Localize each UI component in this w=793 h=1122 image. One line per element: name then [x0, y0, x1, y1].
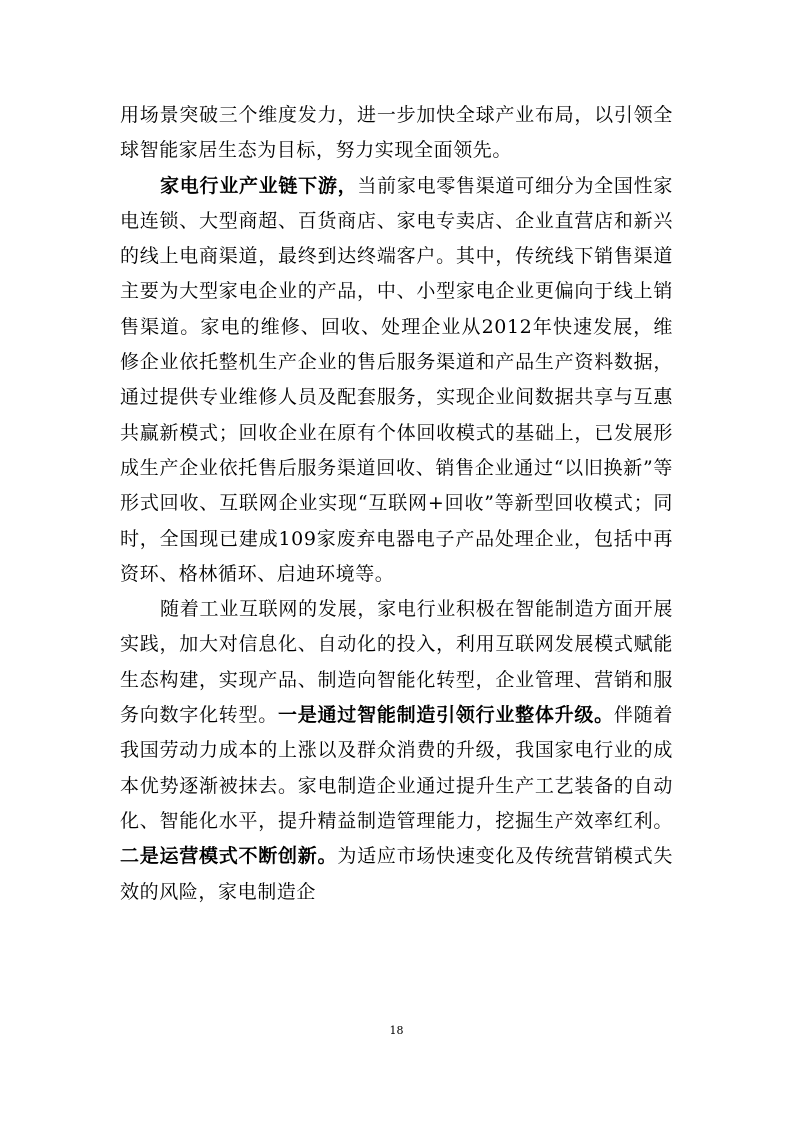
- bold-point-one: 一是通过智能制造引领行业整体升级。: [278, 704, 614, 727]
- text-segment: 当前家电零售渠道可细分为全国性家电连锁、大型商超、百货商店、家电专卖店、企业直营店和新兴的线上电商渠道，最终到达终端客户。其中，传统线下销售渠道主要为大型家电企业的产品，中、小型家电企业更偏向于线上销售渠道。家电的维修、回收、处理企业从2012年快速发展，维修企业依托整机生产企业的售后服务渠道和产品生产资料数据，通过提供专业维修人员及配套服务，实现企业间数据共享与互惠共赢新模式；回收企业在原有个体回收模式的基础上，已发展形成生产企业依托售后服务渠道回收、销售企业通过“以旧换新”等形式回收、互联网企业实现“互联网+回收”等新型回收模式；同时，全国现已建成109家废弃电器电子产品处理企业，包括中再资环、格林循环、启迪环境等。: [120, 174, 673, 585]
- paragraph-continuation: [120, 98, 673, 169]
- text-segment: 为适应市场快速变化及传统营销模式失效的风险，家电制造企: [120, 845, 673, 903]
- text-segment: 用场景突破三个维度发力，进一步加快全球产业布局，以引领全球智能家居生态为目标，努力实现全面领先。: [120, 104, 673, 162]
- body-text: [120, 98, 673, 910]
- text-segment: 随着工业互联网的发展，家电行业积极在智能制造方面开展实践，加大对信息化、自动化的投入，利用互联网发展模式赋能生态构建，实现产品、制造向智能化转型，企业管理、营销和服务向数字化转型。: [120, 598, 673, 727]
- bold-point-two: 二是运营模式不断创新。: [120, 845, 338, 868]
- text-segment: 伴随着我国劳动力成本的上涨以及群众消费的升级，我国家电行业的成本优势逐渐被抹去。家电制造企业通过提升生产工艺装备的自动化、智能化水平，提升精益制造管理能力，挖掘生产效率红利。: [120, 704, 673, 832]
- paragraph-downstream-industry: [120, 169, 673, 593]
- page-number: 18: [389, 1024, 404, 1037]
- paragraph-industrial-internet: [120, 592, 673, 910]
- bold-heading-downstream: 家电行业产业链下游，: [160, 174, 358, 197]
